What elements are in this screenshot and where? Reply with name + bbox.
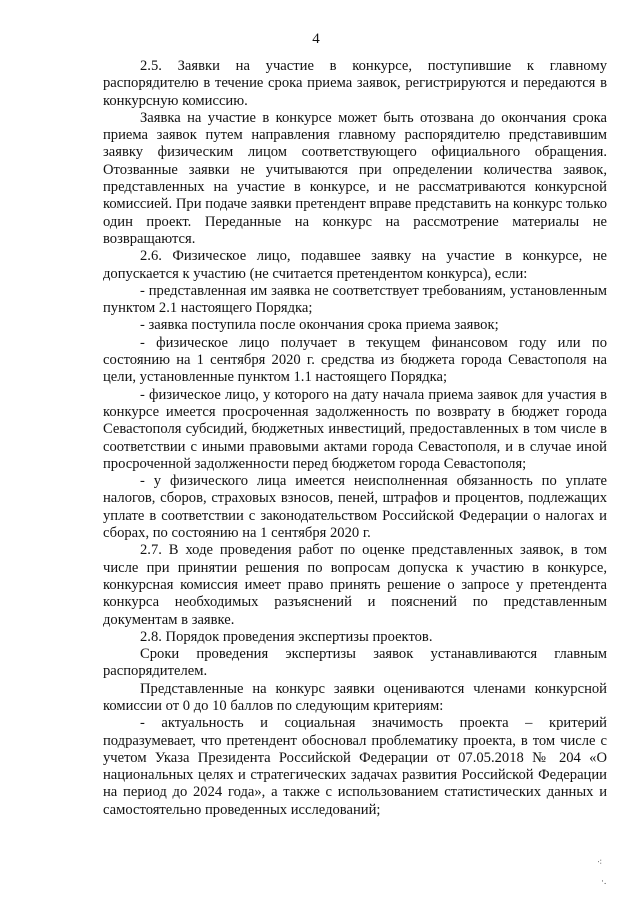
paragraph-withdrawal: Заявка на участие в конкурсе может быть отозвана до окончания срока приема заявок путем направления главному распорядителю представившим заявку физическим лицом соответствующего официального обращения. Отозванные заявки не учитываются при определении количества заявок, представленных на участие в конкурсе, и не рассматриваются конкурсной комиссией. При подаче заявки претендент вправе представить на конкурс только один проект. Переданные на конкурс на рассмотрение материалы не возвращаются. <box>103 109 607 247</box>
list-item: - физическое лицо, у которого на дату начала приема заявок для участия в конкурсе имеется просроченная задолженность по возврату в бюджет города Севастополя субсидий, бюджетных инвестиций, предоставленных в том числе в соответствии с иными правовыми актами города Севастополя, и в случае иной просроченной задолженности перед бюджетом города Севастополя; <box>103 386 607 472</box>
paragraph-2-8: 2.8. Порядок проведения экспертизы проектов. <box>140 628 433 645</box>
paragraph-expertise-terms: Сроки проведения экспертизы заявок устанавливаются главным распорядителем. <box>103 646 607 680</box>
list-item: - актуальность и социальная значимость проекта – критерий подразумевает, что претендент обосновал проблематику проекта, в том числе с учетом Указа Президента Российской Федерации от 07.05.2018 № 204 «О национальных целях и стратегических задачах развития Российской Федерации на период до 2024 года», а также с использованием статистических данных и самостоятельно проведенных исследований; <box>103 715 607 818</box>
list-item: - заявка поступила после окончания срока приема заявок; <box>140 317 499 334</box>
paragraph-2-5: 2.5. Заявки на участие в конкурсе, поступившие к главному распорядителю в течение срока приема заявок, регистрируются и передаются в конкурсную комиссию. <box>103 58 607 109</box>
paragraph-2-7: 2.7. В ходе проведения работ по оценке представленных заявок, в том числе при принятии решения по вопросам допуска к участию в конкурсе, конкурсная комиссия имеет право принять решение о запросе у претендента конкурса необходимых разъяснений и пояснений по представленным документам в заявке. <box>103 542 607 628</box>
scan-speck-mark: ⁖ <box>597 857 603 867</box>
paragraph-criteria-intro: Представленные на конкурс заявки оцениваются членами конкурсной комиссии от 0 до 10 баллов по следующим критериям: <box>103 680 607 714</box>
document-body <box>103 58 607 819</box>
page-number: 4 <box>312 31 320 47</box>
paragraph-2-6: 2.6. Физическое лицо, подавшее заявку на участие в конкурсе, не допускается к участию (не считается претендентом конкурса), если: <box>103 248 607 282</box>
list-item: - у физического лица имеется неисполненная обязанность по уплате налогов, сборов, страховых взносов, пеней, штрафов и процентов, подлежащих уплате в соответствии с законодательством Российской Федерации о налогах и сборах, по состоянию на 1 сентября 2020 г. <box>103 473 607 542</box>
scan-speck-mark: ·. <box>601 876 607 886</box>
list-item: - физическое лицо получает в текущем финансовом году или по состоянию на 1 сентября 2020 г. средства из бюджета города Севастополя на цели, установленные пунктом 1.1 настоящего Порядка; <box>103 334 607 386</box>
list-item: - представленная им заявка не соответствует требованиям, установленным пунктом 2.1 настоящего Порядка; <box>103 282 607 317</box>
